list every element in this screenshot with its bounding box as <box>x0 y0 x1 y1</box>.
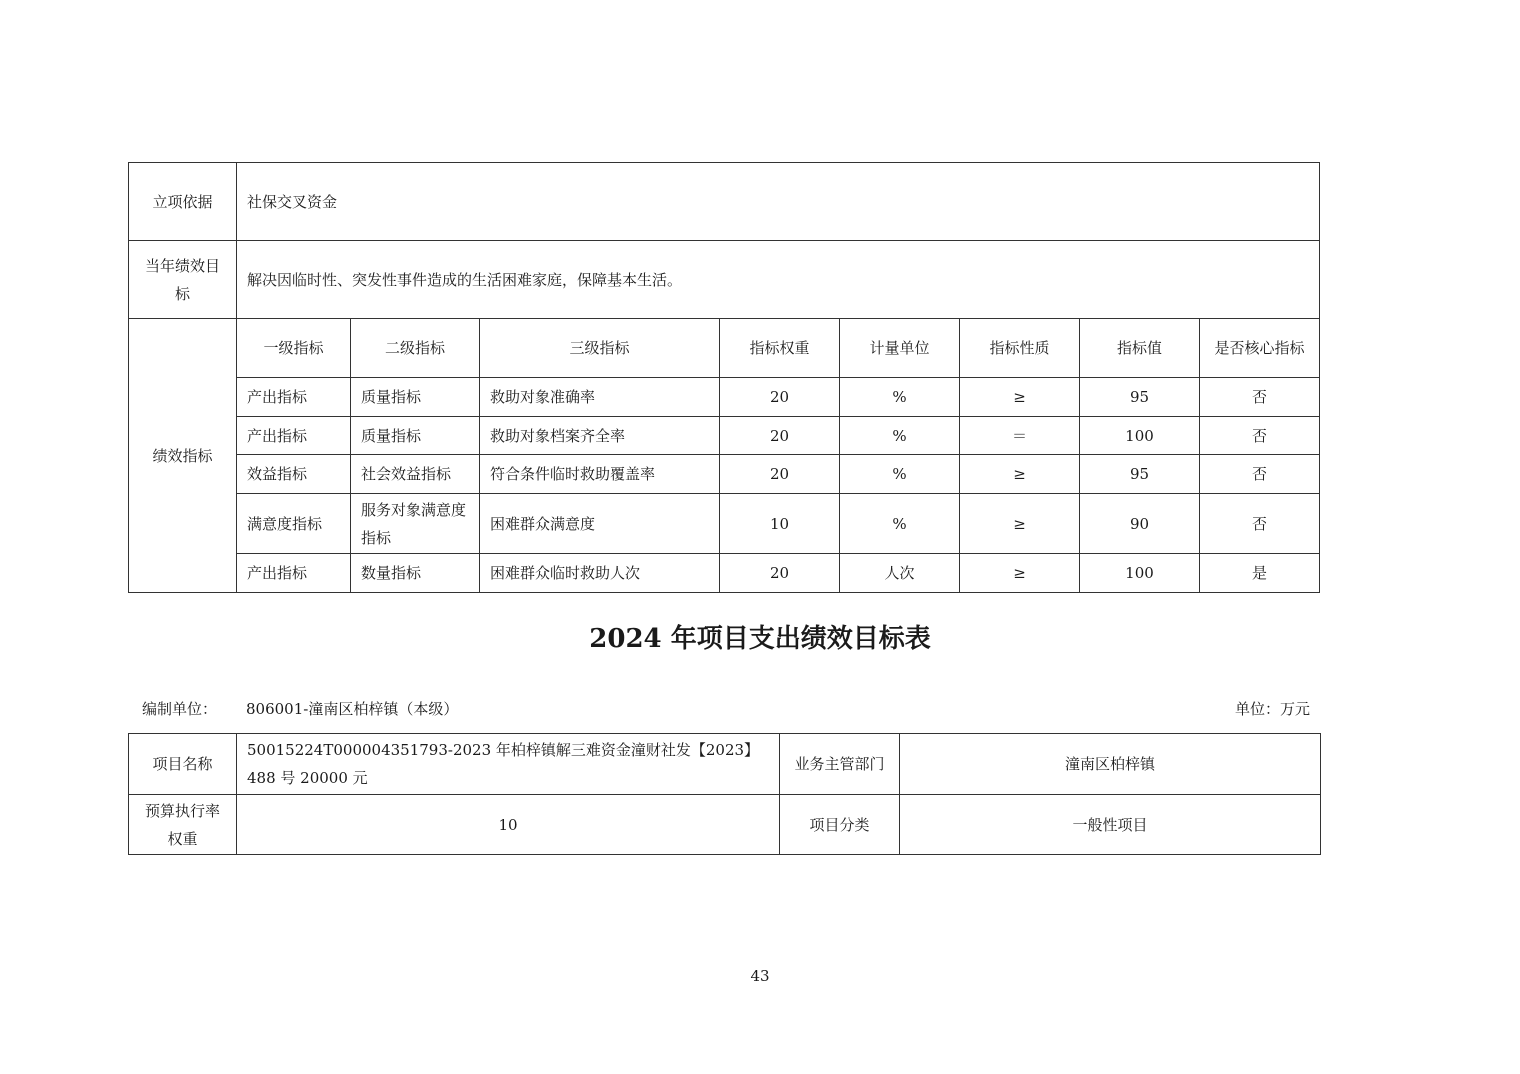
cell-nature: ＝ <box>960 417 1080 455</box>
cell-unit: 人次 <box>840 554 960 593</box>
project-category-value: 一般性项目 <box>900 795 1321 855</box>
cell-level3: 救助对象档案齐全率 <box>480 417 720 455</box>
header-nature: 指标性质 <box>960 319 1080 378</box>
cell-level2: 质量指标 <box>351 378 480 417</box>
table-row <box>129 417 1320 455</box>
cell-level1: 满意度指标 <box>237 494 351 554</box>
department-label: 业务主管部门 <box>780 734 900 795</box>
cell-level3: 符合条件临时救助覆盖率 <box>480 455 720 494</box>
cell-level3: 救助对象准确率 <box>480 378 720 417</box>
cell-value: 100 <box>1080 554 1200 593</box>
header-unit: 计量单位 <box>840 319 960 378</box>
department-value: 潼南区柏梓镇 <box>900 734 1321 795</box>
cell-level1: 产出指标 <box>237 554 351 593</box>
indicator-label: 绩效指标 <box>129 319 237 593</box>
cell-nature: ≥ <box>960 554 1080 593</box>
cell-unit: % <box>840 417 960 455</box>
cell-level2: 社会效益指标 <box>351 455 480 494</box>
header-weight: 指标权重 <box>720 319 840 378</box>
execution-weight-value: 10 <box>237 795 780 855</box>
header-value: 指标值 <box>1080 319 1200 378</box>
project-name-value: 50015224T000004351793-2023 年柏梓镇解三难资金潼财社发【2023】488 号 20000 元 <box>237 734 780 795</box>
cell-weight: 20 <box>720 378 840 417</box>
cell-value: 95 <box>1080 455 1200 494</box>
header-level3: 三级指标 <box>480 319 720 378</box>
cell-level1: 产出指标 <box>237 378 351 417</box>
table-row <box>129 554 1320 593</box>
cell-unit: % <box>840 455 960 494</box>
goal-value: 解决因临时性、突发性事件造成的生活困难家庭，保障基本生活。 <box>237 241 1320 319</box>
project-category-label: 项目分类 <box>780 795 900 855</box>
page-title: 2024 年项目支出绩效目标表 <box>589 624 931 654</box>
cell-level3: 困难群众满意度 <box>480 494 720 554</box>
cell-weight: 10 <box>720 494 840 554</box>
cell-weight: 20 <box>720 455 840 494</box>
execution-weight-label: 预算执行率权重 <box>129 795 237 855</box>
cell-core: 否 <box>1200 494 1320 554</box>
header-level2: 二级指标 <box>351 319 480 378</box>
cell-level3: 困难群众临时救助人次 <box>480 554 720 593</box>
cell-weight: 20 <box>720 554 840 593</box>
currency-unit: 单位：万元 <box>1234 700 1310 718</box>
cell-level2: 质量指标 <box>351 417 480 455</box>
project-name-label: 项目名称 <box>129 734 237 795</box>
compiling-unit-label: 编制单位： <box>142 700 218 718</box>
compiling-unit-value: 806001-潼南区柏梓镇（本级） <box>246 700 459 718</box>
cell-unit: % <box>840 378 960 417</box>
table-row <box>129 378 1320 417</box>
cell-level2: 服务对象满意度指标 <box>351 494 480 554</box>
cell-weight: 20 <box>720 417 840 455</box>
cell-nature: ≥ <box>960 494 1080 554</box>
cell-nature: ≥ <box>960 378 1080 417</box>
basis-label: 立项依据 <box>129 163 237 241</box>
cell-nature: ≥ <box>960 455 1080 494</box>
table-row <box>129 494 1320 554</box>
cell-core: 否 <box>1200 417 1320 455</box>
performance-indicator-table <box>128 162 1320 593</box>
page-number: 43 <box>750 967 770 985</box>
cell-core: 否 <box>1200 378 1320 417</box>
project-info-table <box>128 733 1321 855</box>
cell-value: 95 <box>1080 378 1200 417</box>
cell-unit: % <box>840 494 960 554</box>
cell-core: 否 <box>1200 455 1320 494</box>
cell-value: 100 <box>1080 417 1200 455</box>
cell-level1: 效益指标 <box>237 455 351 494</box>
cell-value: 90 <box>1080 494 1200 554</box>
header-core: 是否核心指标 <box>1200 319 1320 378</box>
cell-level2: 数量指标 <box>351 554 480 593</box>
table-row <box>129 455 1320 494</box>
cell-core: 是 <box>1200 554 1320 593</box>
goal-label: 当年绩效目标 <box>129 241 237 319</box>
basis-value: 社保交叉资金 <box>237 163 1320 241</box>
cell-level1: 产出指标 <box>237 417 351 455</box>
header-level1: 一级指标 <box>237 319 351 378</box>
